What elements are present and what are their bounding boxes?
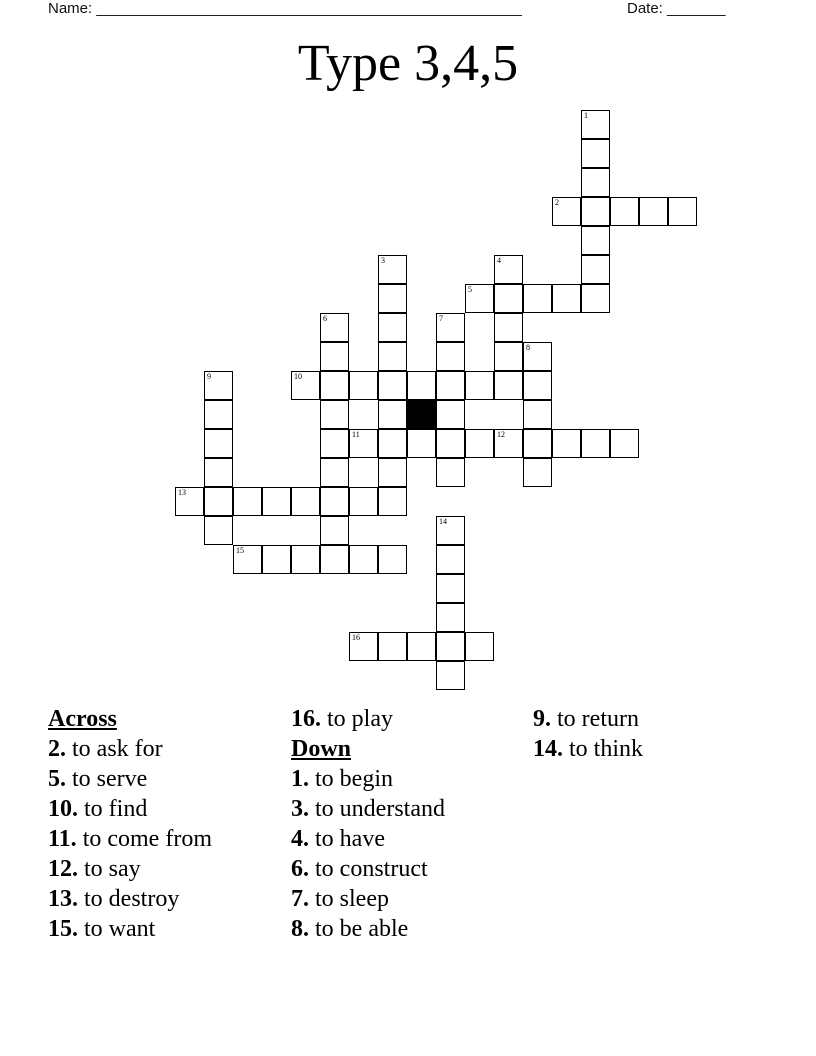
grid-cell[interactable] (494, 371, 523, 400)
clue-column-2 (291, 704, 445, 944)
grid-cell[interactable] (378, 429, 407, 458)
clue-number: 6. (291, 856, 309, 882)
clue-number: 2. (48, 736, 66, 762)
down-clue (291, 914, 445, 944)
across-clue (48, 764, 212, 794)
black-square (407, 400, 436, 429)
clue-number: 10. (48, 796, 78, 822)
grid-cell[interactable] (581, 139, 610, 168)
grid-cell[interactable] (494, 313, 523, 342)
cell-number: 7 (439, 314, 443, 323)
grid-cell[interactable] (639, 197, 668, 226)
grid-cell[interactable] (204, 487, 233, 516)
clue-text: to have (315, 826, 385, 852)
grid-cell[interactable] (349, 545, 378, 574)
across-clue (48, 734, 212, 764)
grid-cell[interactable] (436, 574, 465, 603)
grid-cell[interactable] (552, 284, 581, 313)
grid-cell[interactable] (436, 661, 465, 690)
grid-cell[interactable] (581, 284, 610, 313)
grid-cell[interactable] (436, 603, 465, 632)
grid-cell[interactable] (436, 545, 465, 574)
grid-cell[interactable] (552, 429, 581, 458)
down-clue (533, 734, 643, 764)
clue-number: 4. (291, 826, 309, 852)
grid-cell[interactable] (378, 371, 407, 400)
grid-cell[interactable] (436, 458, 465, 487)
grid-cell[interactable] (291, 545, 320, 574)
grid-cell[interactable] (320, 342, 349, 371)
grid-cell[interactable] (262, 545, 291, 574)
cell-number: 13 (178, 488, 186, 497)
clue-text: to sleep (315, 886, 389, 912)
down-clue (533, 704, 643, 734)
grid-cell[interactable] (378, 313, 407, 342)
across-clue (48, 884, 212, 914)
across-clue (48, 824, 212, 854)
grid-cell[interactable] (378, 284, 407, 313)
grid-cell[interactable] (436, 516, 465, 545)
clue-number: 13. (48, 886, 78, 912)
grid-cell[interactable] (320, 400, 349, 429)
clue-number: 12. (48, 856, 78, 882)
clue-number: 7. (291, 886, 309, 912)
down-clue (291, 764, 445, 794)
grid-cell[interactable] (407, 429, 436, 458)
clue-number: 16. (291, 706, 321, 732)
grid-cell[interactable] (523, 284, 552, 313)
cell-number: 2 (555, 198, 559, 207)
grid-cell[interactable] (349, 632, 378, 661)
grid-cell[interactable] (581, 429, 610, 458)
grid-cell[interactable] (378, 255, 407, 284)
grid-cell[interactable] (581, 226, 610, 255)
grid-cell[interactable] (581, 168, 610, 197)
grid-cell[interactable] (349, 487, 378, 516)
grid-cell[interactable] (378, 342, 407, 371)
down-clue (291, 854, 445, 884)
cell-number: 6 (323, 314, 327, 323)
cell-number: 3 (381, 256, 385, 265)
clue-text: to begin (315, 766, 393, 792)
grid-cell[interactable] (291, 371, 320, 400)
across-clue (48, 794, 212, 824)
grid-cell[interactable] (465, 429, 494, 458)
grid-cell[interactable] (581, 255, 610, 284)
clue-text: to play (327, 706, 393, 732)
grid-cell[interactable] (494, 342, 523, 371)
clue-number: 5. (48, 766, 66, 792)
clue-text: to think (569, 736, 644, 762)
grid-cell[interactable] (523, 400, 552, 429)
cell-number: 16 (352, 633, 360, 642)
across-clue (48, 914, 212, 944)
grid-cell[interactable] (523, 371, 552, 400)
cell-number: 1 (584, 111, 588, 120)
across-heading: Across (48, 706, 117, 732)
clue-text: to ask for (72, 736, 163, 762)
grid-cell[interactable] (204, 429, 233, 458)
grid-cell[interactable] (233, 487, 262, 516)
grid-cell[interactable] (349, 371, 378, 400)
grid-cell[interactable] (233, 545, 262, 574)
date-field-label: Date: _______ (627, 0, 726, 17)
clue-text: to come from (82, 826, 212, 852)
grid-cell[interactable] (436, 342, 465, 371)
clue-number: 3. (291, 796, 309, 822)
grid-cell[interactable] (436, 313, 465, 342)
grid-cell[interactable] (262, 487, 291, 516)
clue-text: to destroy (84, 886, 180, 912)
grid-cell[interactable] (407, 371, 436, 400)
grid-cell[interactable] (668, 197, 697, 226)
down-clue (291, 824, 445, 854)
grid-cell[interactable] (436, 371, 465, 400)
grid-cell[interactable] (204, 516, 233, 545)
cell-number: 11 (352, 430, 360, 439)
clue-text: to serve (72, 766, 148, 792)
grid-cell[interactable] (581, 110, 610, 139)
grid-cell[interactable] (494, 255, 523, 284)
grid-cell[interactable] (610, 197, 639, 226)
grid-cell[interactable] (378, 487, 407, 516)
clue-text: to want (84, 916, 156, 942)
grid-cell[interactable] (204, 400, 233, 429)
grid-cell[interactable] (523, 342, 552, 371)
grid-cell[interactable] (320, 545, 349, 574)
cell-number: 9 (207, 372, 211, 381)
cell-number: 14 (439, 517, 447, 526)
grid-cell[interactable] (523, 458, 552, 487)
cell-number: 5 (468, 285, 472, 294)
grid-cell[interactable] (465, 371, 494, 400)
grid-cell[interactable] (320, 458, 349, 487)
grid-cell[interactable] (320, 487, 349, 516)
clue-number: 14. (533, 736, 563, 762)
down-clue (291, 884, 445, 914)
clue-number: 8. (291, 916, 309, 942)
cell-number: 12 (497, 430, 505, 439)
across-clue (48, 854, 212, 884)
grid-cell[interactable] (465, 632, 494, 661)
cell-number: 8 (526, 343, 530, 352)
clue-text: to be able (315, 916, 409, 942)
clue-column-1 (48, 704, 212, 944)
clue-number: 1. (291, 766, 309, 792)
grid-cell[interactable] (436, 429, 465, 458)
grid-cell[interactable] (175, 487, 204, 516)
grid-cell[interactable] (378, 632, 407, 661)
down-clue (291, 794, 445, 824)
clue-text: to return (557, 706, 639, 732)
grid-cell[interactable] (436, 632, 465, 661)
grid-cell[interactable] (320, 429, 349, 458)
grid-cell[interactable] (494, 429, 523, 458)
grid-cell[interactable] (465, 284, 494, 313)
grid-cell[interactable] (204, 458, 233, 487)
grid-cell[interactable] (552, 197, 581, 226)
grid-cell[interactable] (204, 371, 233, 400)
grid-cell[interactable] (320, 516, 349, 545)
grid-cell[interactable] (581, 197, 610, 226)
grid-cell[interactable] (378, 545, 407, 574)
across-clue (291, 704, 445, 734)
grid-cell[interactable] (320, 371, 349, 400)
clue-number: 11. (48, 826, 77, 852)
clue-column-3 (533, 704, 643, 764)
clue-text: to construct (315, 856, 428, 882)
grid-cell[interactable] (436, 400, 465, 429)
grid-cell[interactable] (407, 632, 436, 661)
grid-cell[interactable] (291, 487, 320, 516)
clue-text: to find (84, 796, 148, 822)
cell-number: 10 (294, 372, 302, 381)
clue-text: to say (84, 856, 141, 882)
grid-cell[interactable] (320, 313, 349, 342)
grid-cell[interactable] (494, 284, 523, 313)
clue-text: to understand (315, 796, 445, 822)
name-field-label: Name: ___________________________________________________ (48, 0, 522, 17)
page-title: Type 3,4,5 (297, 35, 519, 92)
down-heading: Down (291, 736, 352, 762)
grid-cell[interactable] (378, 400, 407, 429)
grid-cell[interactable] (523, 429, 552, 458)
clue-number: 15. (48, 916, 78, 942)
clue-number: 9. (533, 706, 551, 732)
cell-number: 4 (497, 256, 501, 265)
grid-cell[interactable] (378, 458, 407, 487)
grid-cell[interactable] (610, 429, 639, 458)
grid-cell[interactable] (349, 429, 378, 458)
cell-number: 15 (236, 546, 244, 555)
